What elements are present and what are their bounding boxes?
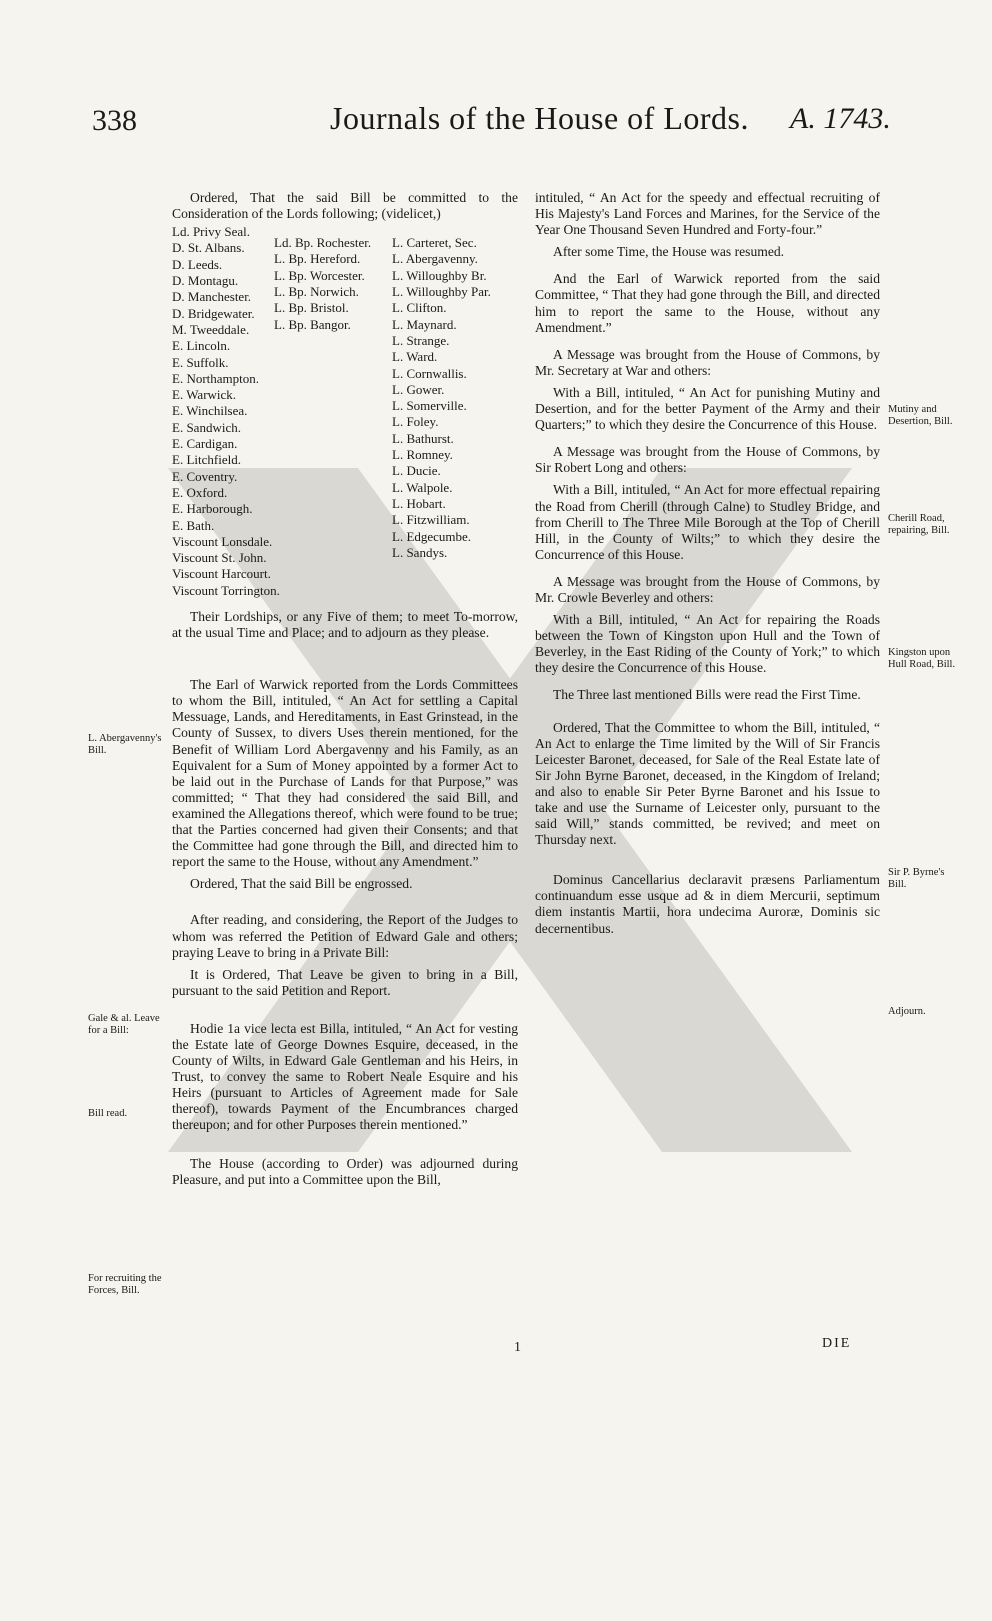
committee-adjourned: The House (according to Order) was adjourned during Pleasure, and put into a Committee upon the Bill, bbox=[172, 1155, 518, 1187]
lord-entry: M. Tweeddale. bbox=[172, 321, 250, 337]
kingston-bill: With a Bill, intituled, “ An Act for repairing the Roads between the Town of Kingston upon Hull and the Town of Beverley, in the East Riding of the County of York;” to which they desire the Concurrence of this House. bbox=[535, 612, 880, 676]
lord-entry: L. Willoughby Br. bbox=[392, 267, 487, 283]
lord-entry: L. Strange. bbox=[392, 332, 450, 348]
lord-entry: L. Bp. Worcester. bbox=[274, 267, 365, 283]
message-kingston: A Message was brought from the House of Commons, by Mr. Crowle Beverley and others: bbox=[535, 573, 880, 605]
adjournment-latin: Dominus Cancellarius declaravit præsens Parliamentum continuandum esse usque ad & in diem Mercurii, septimum diem instantis Martii, hora undecima Auroræ, Dominis sic decernentibus. bbox=[535, 872, 880, 936]
lord-entry: E. Coventry. bbox=[172, 468, 238, 484]
lord-entry: L. Somerville. bbox=[392, 398, 467, 414]
margin-note-recruiting: For recruiting the Forces, Bill. bbox=[88, 1273, 162, 1296]
abergavenny-report: The Earl of Warwick reported from the Lords Committees to whom the Bill, intituled, “ An Act for settling a Capital Messuage, Lands, and Hereditaments, in East Grinstead, in the County of Sussex, to divers Uses therein mentioned, for the Benefit of William Lord Abergavenny and his Family, as an Equivalent for a Sum of Money appointed by a former Act to be laid out in the Purchase of Lands for that Purpose,” was committed; “ That they had considered the said Bill, and examined the Allegations thereof, which were found to be true; that the Parties concerned had given their Consents; and that the Committee had gone through the Bill, and directed him to report the same to the House, without any Amendment.” bbox=[172, 677, 518, 870]
margin-note-mutiny: Mutiny and Desertion, Bill. bbox=[888, 404, 953, 427]
margin-note-bill-read: Bill read. bbox=[88, 1108, 128, 1119]
lord-entry: L. Ducie. bbox=[392, 463, 441, 479]
margin-note-abergavenny: L. Abergavenny's Bill. bbox=[88, 733, 162, 756]
lords-column-1 bbox=[172, 224, 280, 599]
lord-entry: L. Cornwallis. bbox=[392, 365, 467, 381]
lord-entry: L. Romney. bbox=[392, 447, 453, 463]
message-mutiny: A Message was brought from the House of Commons, by Mr. Secretary at War and others: bbox=[535, 346, 880, 378]
lord-entry: L. Foley. bbox=[392, 414, 439, 430]
byrne-order: Ordered, That the Committee to whom the Bill, intituled, “ An Act to enlarge the Time limited by the Will of Sir Francis Leicester Baronet, deceased, for Sale of the Real Estate late of Sir John Byrne Baronet, deceased, in the Kingdom of Ireland; and also to enable Sir Peter Byrne Baronet and his Issue to take and use the Surname of Leicester only, pursuant to the said Will,” stands committed, be revived; and meet on Thursday next. bbox=[535, 719, 880, 848]
lords-list bbox=[172, 224, 518, 599]
lord-entry: E. Suffolk. bbox=[172, 354, 229, 370]
lord-entry: E. Warwick. bbox=[172, 387, 237, 403]
lord-entry: L. Hobart. bbox=[392, 495, 446, 511]
downes-bill-reading: Hodie 1a vice lecta est Billa, intituled, “ An Act for vesting the Estate late of George Downes Esquire, deceased, in the County of Wilts, in Edward Gale Gentleman and his Heirs, in Trust, to convey the same to Robert Neale Esquire and his Heirs (pursuant to Articles of Agreement made for Sale thereof), towards Payment of the Encumbrances charged thereupon; and for other Purposes therein mentioned.” bbox=[172, 1020, 518, 1133]
engrossed-order: Ordered, That the said Bill be engrossed. bbox=[190, 876, 413, 892]
lord-entry: E. Litchfield. bbox=[172, 452, 241, 468]
lord-entry: L. Abergavenny. bbox=[392, 251, 478, 267]
catchword: DIE bbox=[822, 1336, 852, 1351]
page-year: A. 1743. bbox=[790, 102, 891, 135]
lord-entry: D. St. Albans. bbox=[172, 240, 245, 256]
margin-note-kingston: Kingston upon Hull Road, Bill. bbox=[888, 647, 956, 670]
lord-entry: Ld. Bp. Rochester. bbox=[274, 235, 372, 251]
lord-entry: Viscount St. John. bbox=[172, 550, 267, 566]
lord-entry: L. Sandys. bbox=[392, 544, 448, 560]
lords-column-3 bbox=[392, 224, 512, 599]
lord-entry: Viscount Torrington. bbox=[172, 582, 280, 598]
margin-note-cherill: Cherill Road, repairing, Bill. bbox=[888, 513, 950, 536]
lord-entry: L. Clifton. bbox=[392, 300, 447, 316]
lord-entry: L. Fitzwilliam. bbox=[392, 512, 470, 528]
lord-entry: D. Montagu. bbox=[172, 273, 239, 289]
signature-mark: 1 bbox=[514, 1340, 521, 1355]
lord-entry: E. Northampton. bbox=[172, 370, 260, 386]
message-cherill: A Message was brought from the House of Commons, by Sir Robert Long and others: bbox=[535, 444, 880, 476]
lord-entry: L. Carteret, Sec. bbox=[392, 235, 477, 251]
lord-entry: E. Oxford. bbox=[172, 484, 228, 500]
lord-entry: L. Edgecumbe. bbox=[392, 528, 472, 544]
lord-entry: L. Maynard. bbox=[392, 316, 457, 332]
page-number: 338 bbox=[92, 104, 137, 137]
lord-entry: L. Bp. Bristol. bbox=[274, 300, 349, 316]
mutiny-bill: With a Bill, intituled, “ An Act for punishing Mutiny and Desertion, and for the better Payment of the Army and their Quarters;” to which they desire the Concurrence of this House. bbox=[535, 384, 880, 433]
quorum-paragraph: Their Lordships, or any Five of them; to meet To-morrow, at the usual Time and Place; and to adjourn as they please. bbox=[172, 609, 518, 641]
lord-entry: L. Bp. Bangor. bbox=[274, 316, 351, 332]
lord-entry: Ld. Privy Seal. bbox=[172, 224, 250, 240]
left-column bbox=[172, 190, 518, 1188]
leave-order: It is Ordered, That Leave be given to bring in a Bill, pursuant to the said Petition and Report. bbox=[172, 966, 518, 998]
committee-order: Ordered, That the said Bill be committed to the Consideration of the Lords following; (videlicet,) bbox=[172, 190, 518, 222]
lord-entry: Viscount Harcourt. bbox=[172, 566, 271, 582]
cherill-bill: With a Bill, intituled, “ An Act for more effectual repairing the Road from Cherill (through Calne) to Studley Bridge, and from Cherill to The Three Mile Borough at the Top of Cherill Hill, in the County of Wilts;” to which they desire the Concurrence of this House. bbox=[535, 482, 880, 562]
lords-column-2 bbox=[274, 224, 392, 599]
house-resumed: After some Time, the House was resumed. bbox=[553, 244, 785, 260]
margin-note-byrne: Sir P. Byrne's Bill. bbox=[888, 867, 945, 890]
page-title: Journals of the House of Lords. bbox=[330, 100, 749, 136]
lord-entry: L. Bp. Norwich. bbox=[274, 284, 359, 300]
gale-petition: After reading, and considering, the Report of the Judges to whom was referred the Petition of Edward Gale and others; praying Leave to bring in a Private Bill: bbox=[172, 912, 518, 960]
lord-entry: L. Bathurst. bbox=[392, 430, 454, 446]
page-header bbox=[0, 100, 992, 150]
lord-entry: L. Ward. bbox=[392, 349, 438, 365]
lord-entry: D. Bridgewater. bbox=[172, 305, 255, 321]
lord-entry: L. Walpole. bbox=[392, 479, 453, 495]
lord-entry: E. Bath. bbox=[172, 517, 215, 533]
recruiting-bill-title: intituled, “ An Act for the speedy and effectual recruiting of His Majesty's Land Forces and Marines, for the Service of the Year One Thousand Seven Hundred and Forty-four.” bbox=[535, 190, 880, 238]
lord-entry: L. Bp. Hereford. bbox=[274, 251, 361, 267]
lord-entry: E. Winchilsea. bbox=[172, 403, 248, 419]
lord-entry: E. Sandwich. bbox=[172, 419, 241, 435]
right-column bbox=[535, 190, 880, 937]
lord-entry: E. Cardigan. bbox=[172, 436, 238, 452]
bills-read-first-time: The Three last mentioned Bills were read the First Time. bbox=[553, 687, 861, 703]
lord-entry: E. Lincoln. bbox=[172, 338, 231, 354]
lord-entry: D. Manchester. bbox=[172, 289, 252, 305]
lord-entry: Viscount Lonsdale. bbox=[172, 533, 273, 549]
margin-note-gale: Gale & al. Leave for a Bill: bbox=[88, 1013, 160, 1036]
margin-note-adjourn: Adjourn. bbox=[888, 1006, 926, 1017]
lord-entry: E. Harborough. bbox=[172, 501, 253, 517]
lord-entry: L. Gower. bbox=[392, 381, 445, 397]
lord-entry: L. Willoughby Par. bbox=[392, 284, 491, 300]
lord-entry: D. Leeds. bbox=[172, 256, 223, 272]
warwick-report: And the Earl of Warwick reported from the said Committee, “ That they had gone through the Bill, and directed him to report the same to the House, without any Amendment.” bbox=[535, 271, 880, 335]
